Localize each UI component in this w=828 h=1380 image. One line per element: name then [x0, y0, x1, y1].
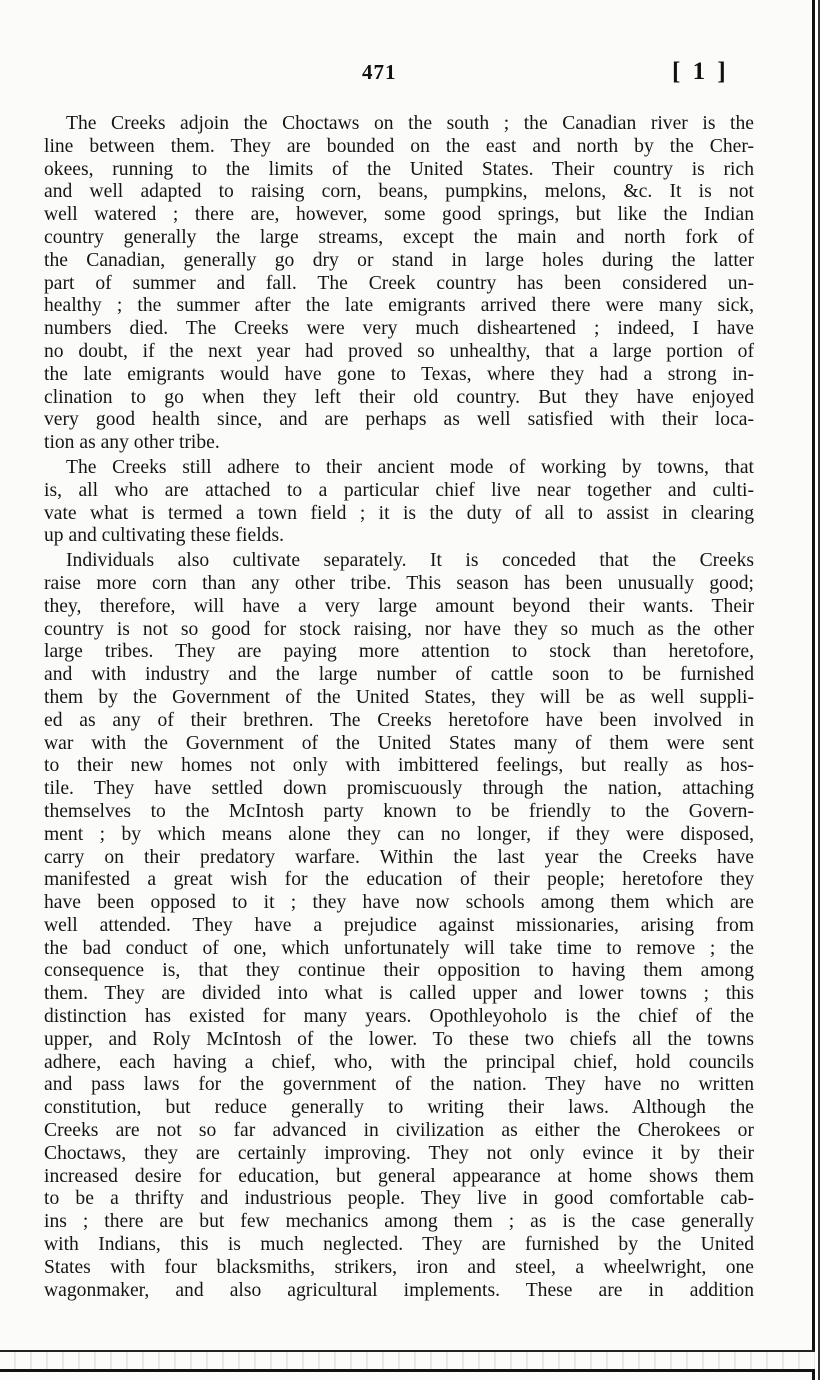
text-line: Individuals also cultivate separately. It is conceded that the Creeks: [66, 550, 754, 572]
text-line: the Canadian, generally go dry or stand in large holes during the latter: [44, 249, 754, 271]
text-line: constitution, but reduce generally to writing their laws. Although the: [44, 1097, 754, 1119]
paragraph: [44, 113, 754, 455]
text-line: themselves to the McIntosh party known to be friendly to the Govern-: [44, 800, 754, 822]
text-line: them. They are divided into what is called upper and lower towns ; this: [44, 983, 754, 1005]
page-number: 471: [362, 60, 397, 84]
text-line: have been opposed to it ; they have now schools among them which are: [44, 892, 754, 914]
text-line: them by the Government of the United States, they will be as well suppli-: [44, 686, 754, 708]
text-line: okees, running to the limits of the United States. Their country is rich: [44, 158, 754, 180]
text-line: increased desire for education, but general appearance at home shows them: [44, 1165, 754, 1187]
text-line: ed as any of their brethren. The Creeks heretofore have been involved in: [44, 709, 754, 731]
text-line: States with four blacksmiths, strikers, iron and steel, a wheelwright, one: [44, 1256, 754, 1278]
paragraph: [44, 457, 754, 548]
text-line: consequence is, that they continue their opposition to having them among: [44, 960, 754, 982]
text-line: healthy ; the summer after the late emigrants arrived there were many sick,: [44, 295, 754, 317]
page-edge-right-outer: [818, 0, 820, 1380]
page-edge-right: [812, 0, 815, 1380]
text-line: ins ; there are but few mechanics among them ; as is the case generally: [44, 1211, 754, 1233]
text-line: the late emigrants would have gone to Texas, where they had a strong in-: [44, 363, 754, 385]
text-line: wagonmaker, and also agricultural implements. These are in addition: [44, 1279, 754, 1301]
text-line: raise more corn than any other tribe. This season has been unusually good;: [44, 572, 754, 594]
text-line: clination to go when they left their old country. But they have enjoyed: [44, 386, 754, 408]
text-line: part of summer and fall. The Creek country has been considered un-: [44, 272, 754, 294]
text-line: vate what is termed a town field ; it is the duty of all to assist in clearing: [44, 502, 754, 524]
text-line: adhere, each having a chief, who, with the principal chief, hold councils: [44, 1051, 754, 1073]
text-line: upper, and Roly McIntosh of the lower. To these two chiefs all the towns: [44, 1028, 754, 1050]
text-line: The Creeks adjoin the Choctaws on the south ; the Canadian river is the: [66, 113, 754, 134]
text-line: country is not so good for stock raising, nor have they so much as the other: [44, 618, 754, 640]
text-line: distinction has existed for many years. Opothleyoholo is the chief of the: [44, 1006, 754, 1028]
text-line: ment ; by which means alone they can no longer, if they were disposed,: [44, 823, 754, 845]
text-line: Creeks are not so far advanced in civilization as either the Cherokees or: [44, 1120, 754, 1142]
text-line: carry on their predatory warfare. Within the last year the Creeks have: [44, 846, 754, 868]
text-line: with Indians, this is much neglected. They are furnished by the United: [44, 1234, 754, 1256]
text-line: and with industry and the large number of cattle soon to be furnished: [44, 664, 754, 686]
text-line: the bad conduct of one, which unfortunately will take time to remove ; the: [44, 937, 754, 959]
text-line: manifested a great wish for the education of their people; heretofore they: [44, 869, 754, 891]
page-header: [0, 60, 812, 94]
text-line: line between them. They are bounded on the east and north by the Cher-: [44, 135, 754, 157]
signature-mark: [ 1 ]: [672, 58, 729, 85]
text-line: to be a thrifty and industrious people. They live in good comfortable cab-: [44, 1188, 754, 1210]
text-line: up and cultivating these fields.: [44, 525, 284, 547]
page-edge-bottom: [0, 1350, 815, 1372]
text-line: war with the Government of the United States many of them were sent: [44, 732, 754, 754]
text-line: well attended. They have a prejudice against missionaries, arising from: [44, 914, 754, 936]
body-text: [44, 113, 754, 1304]
text-line: well watered ; there are, however, some good springs, but like the Indian: [44, 204, 754, 226]
text-line: they, therefore, will have a very large amount beyond their wants. Their: [44, 595, 754, 617]
text-line: tile. They have settled down promiscuously through the nation, attaching: [44, 778, 754, 800]
text-line: The Creeks still adhere to their ancient mode of working by towns, that: [66, 456, 754, 478]
text-line: Choctaws, they are certainly improving. They not only evince it by their: [44, 1142, 754, 1164]
text-line: and pass laws for the government of the nation. They have no written: [44, 1074, 754, 1096]
text-line: country generally the large streams, except the main and north fork of: [44, 226, 754, 248]
text-line: large tribes. They are paying more attention to stock than heretofore,: [44, 641, 754, 663]
text-line: very good health since, and are perhaps as well satisfied with their loca-: [44, 409, 754, 431]
text-line: is, all who are attached to a particular chief live near together and culti-: [44, 479, 754, 501]
text-line: no doubt, if the next year had proved so unhealthy, that a large portion of: [44, 340, 754, 362]
text-line: numbers died. The Creeks were very much disheartened ; indeed, I have: [44, 318, 754, 340]
paragraph: [44, 550, 754, 1302]
text-line: to their new homes not only with imbittered feelings, but really as hos-: [44, 755, 754, 777]
text-line: tion as any other tribe.: [44, 432, 220, 454]
text-line: and well adapted to raising corn, beans, pumpkins, melons, &c. It is not: [44, 181, 754, 203]
